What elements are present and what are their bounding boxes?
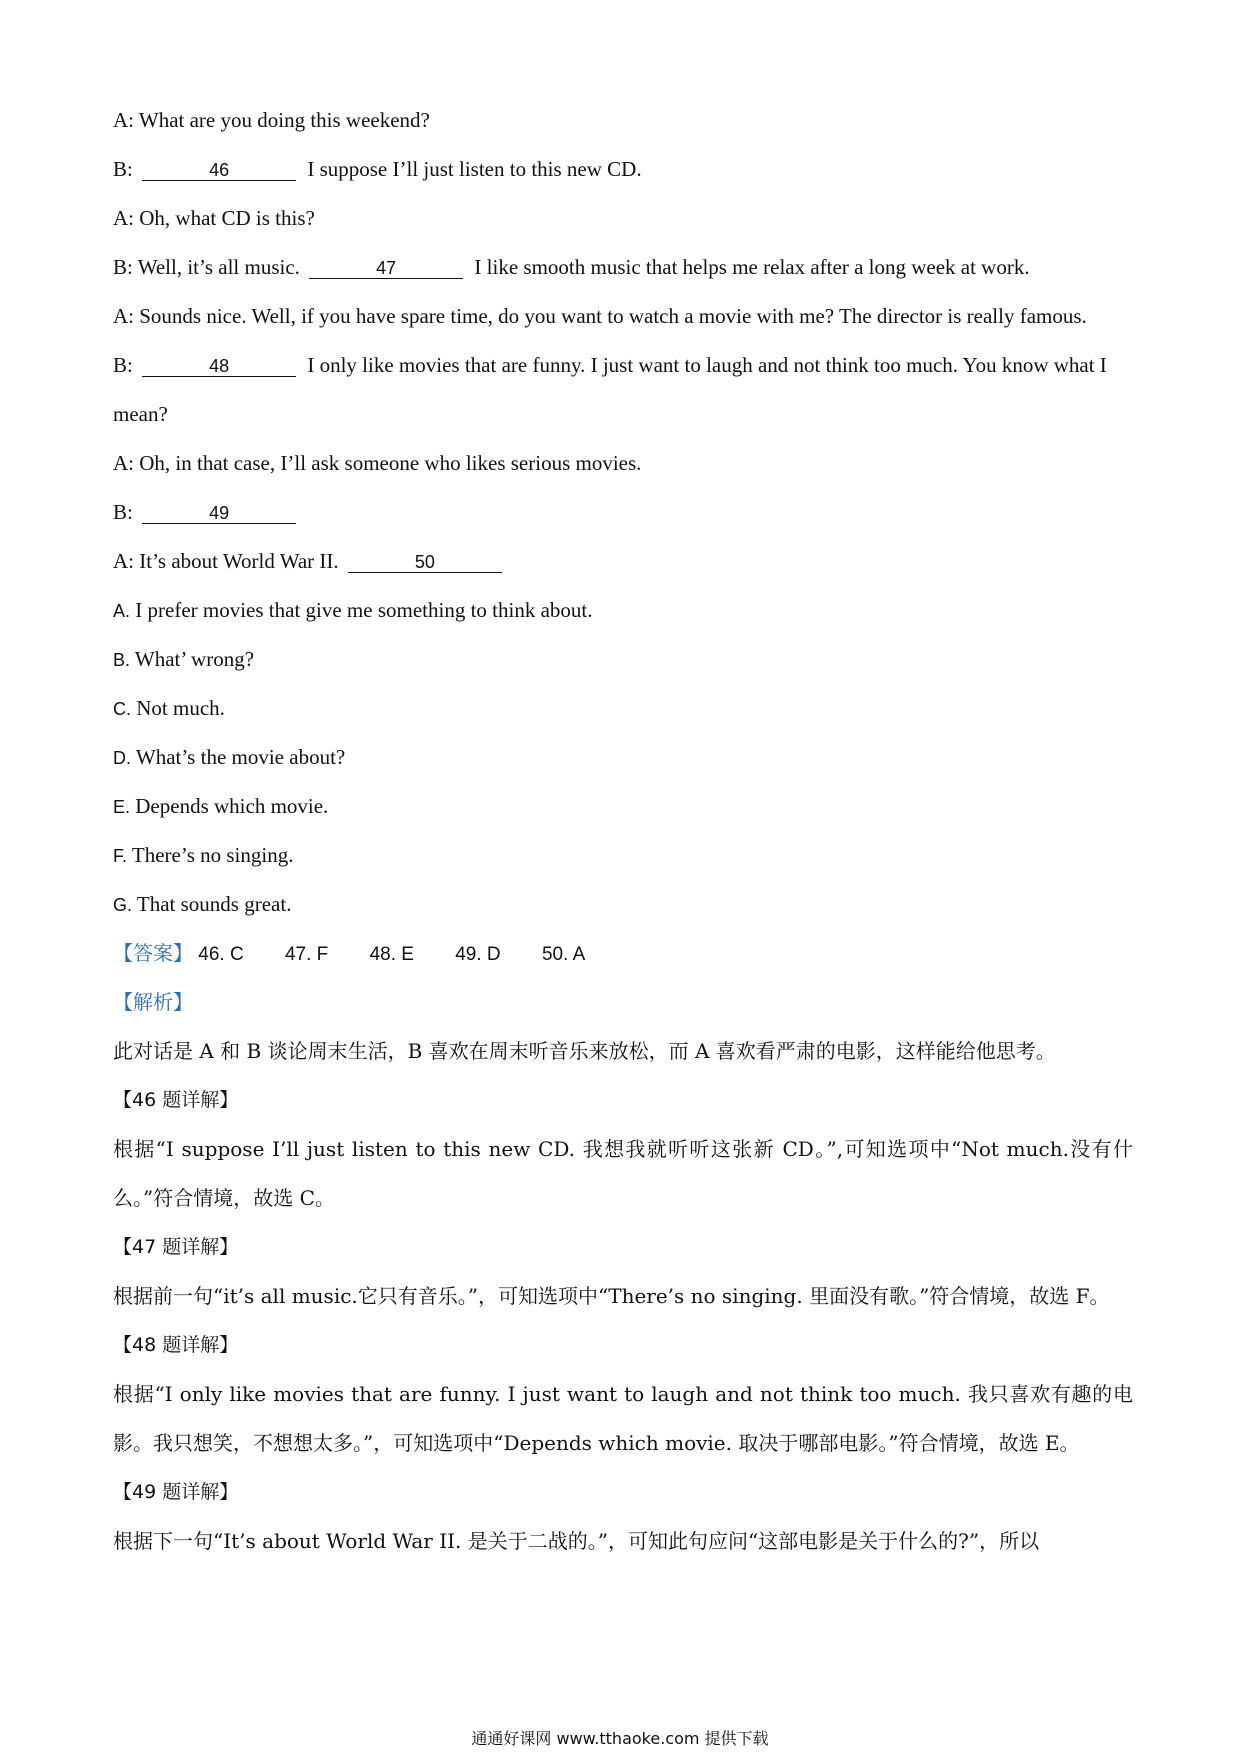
option-text: That sounds great.: [136, 892, 292, 916]
dialogue-line-5: [113, 292, 1133, 341]
dialogue-line-6-cont: [113, 390, 1133, 439]
answer-item: 46. C: [198, 944, 244, 965]
q49-explanation: 根据下一句“It’s about World War II. 是关于二战的。”，可知此句应问“这部电影是关于什么的?”，所以: [113, 1529, 1040, 1553]
option-text: I prefer movies that give me something to think about.: [135, 598, 593, 622]
dialogue-line-4: [113, 243, 1133, 292]
dialogue-line-2: [113, 145, 1133, 194]
option-a: [113, 586, 1133, 635]
q48-explanation: 根据“I only like movies that are funny. I just want to laugh and not think too much. 我只喜欢有趣的电影。我只想笑，不想想太多。”，可知选项中“Depends which movie. 取决于哪部电影。”符合情境，故选 E。: [113, 1382, 1133, 1455]
blank-47: 47: [309, 258, 463, 279]
dialogue-text: B: Well, it’s all music.: [113, 255, 300, 279]
dialogue-text: A: It’s about World War II.: [113, 549, 339, 573]
analysis-heading: [113, 978, 1133, 1027]
blank-46: 46: [142, 160, 296, 181]
dialogue-line-3: [113, 194, 1133, 243]
speaker-label: B:: [113, 353, 133, 377]
q46-heading: 【46 题详解】: [113, 1089, 239, 1111]
dialogue-line-7: [113, 439, 1133, 488]
option-letter: A.: [113, 601, 131, 621]
option-e: [113, 782, 1133, 831]
dialogue-text: mean?: [113, 402, 168, 426]
q48-heading: 【48 题详解】: [113, 1334, 239, 1356]
option-text: What’ wrong?: [134, 647, 255, 671]
option-letter: G.: [113, 895, 133, 915]
answer-item: 50. A: [541, 944, 586, 965]
dialogue-text: A: What are you doing this weekend?: [113, 108, 430, 132]
dialogue-line-9: [113, 537, 1133, 586]
answer-row: [113, 929, 1133, 978]
answer-tag: 【答案】: [113, 941, 193, 965]
option-text: Depends which movie.: [135, 794, 329, 818]
blank-48: 48: [142, 356, 296, 377]
option-letter: B.: [113, 650, 131, 670]
document-content: [113, 96, 1133, 1566]
dialogue-text: A: Sounds nice. Well, if you have spare time, do you want to watch a movie with me? The director is really famous.: [113, 304, 1087, 328]
answer-item: 47. F: [284, 944, 329, 965]
q46-explanation: 根据“I suppose I’ll just listen to this new CD. 我想我就听听这张新 CD。”,可知选项中“Not much.没有什么。”符合情境，故选 C。: [113, 1137, 1133, 1210]
analysis-tag: 【解析】: [113, 990, 193, 1014]
option-letter: E.: [113, 797, 131, 817]
blank-50: 50: [348, 552, 502, 573]
option-b: [113, 635, 1133, 684]
dialogue-text: I suppose I’ll just listen to this new CD.: [307, 157, 642, 181]
option-letter: D.: [113, 748, 131, 768]
speaker-label: B:: [113, 500, 133, 524]
option-text: Not much.: [136, 696, 225, 720]
dialogue-text: A: Oh, in that case, I’ll ask someone who likes serious movies.: [113, 451, 642, 475]
answer-item: 48. E: [369, 944, 414, 965]
option-f: [113, 831, 1133, 880]
dialogue-line-6: [113, 341, 1133, 390]
option-c: [113, 684, 1133, 733]
option-letter: F.: [113, 846, 128, 866]
option-d: [113, 733, 1133, 782]
dialogue-text: A: Oh, what CD is this?: [113, 206, 315, 230]
dialogue-line-1: [113, 96, 1133, 145]
speaker-label: B:: [113, 157, 133, 181]
blank-49: 49: [142, 503, 296, 524]
dialogue-line-8: [113, 488, 1133, 537]
q49-heading: 【49 题详解】: [113, 1481, 239, 1503]
footer-credit: 通通好课网 www.tthaoke.com 提供下载: [471, 1729, 769, 1748]
option-letter: C.: [113, 699, 131, 719]
dialogue-text: I like smooth music that helps me relax after a long week at work.: [474, 255, 1030, 279]
answer-item: 49. D: [455, 944, 501, 965]
dialogue-text: I only like movies that are funny. I just want to laugh and not think too much. You know what I: [307, 353, 1107, 377]
q47-heading: 【47 题详解】: [113, 1236, 239, 1258]
q47-explanation: 根据前一句“it’s all music.它只有音乐。”，可知选项中“There’s no singing. 里面没有歌。”符合情境，故选 F。: [113, 1284, 1110, 1308]
option-g: [113, 880, 1133, 929]
option-text: There’s no singing.: [131, 843, 294, 867]
option-text: What’s the movie about?: [135, 745, 346, 769]
analysis-summary: 此对话是 A 和 B 谈论周末生活，B 喜欢在周末听音乐来放松，而 A 喜欢看严肃的电影，这样能给他思考。: [113, 1039, 1056, 1063]
